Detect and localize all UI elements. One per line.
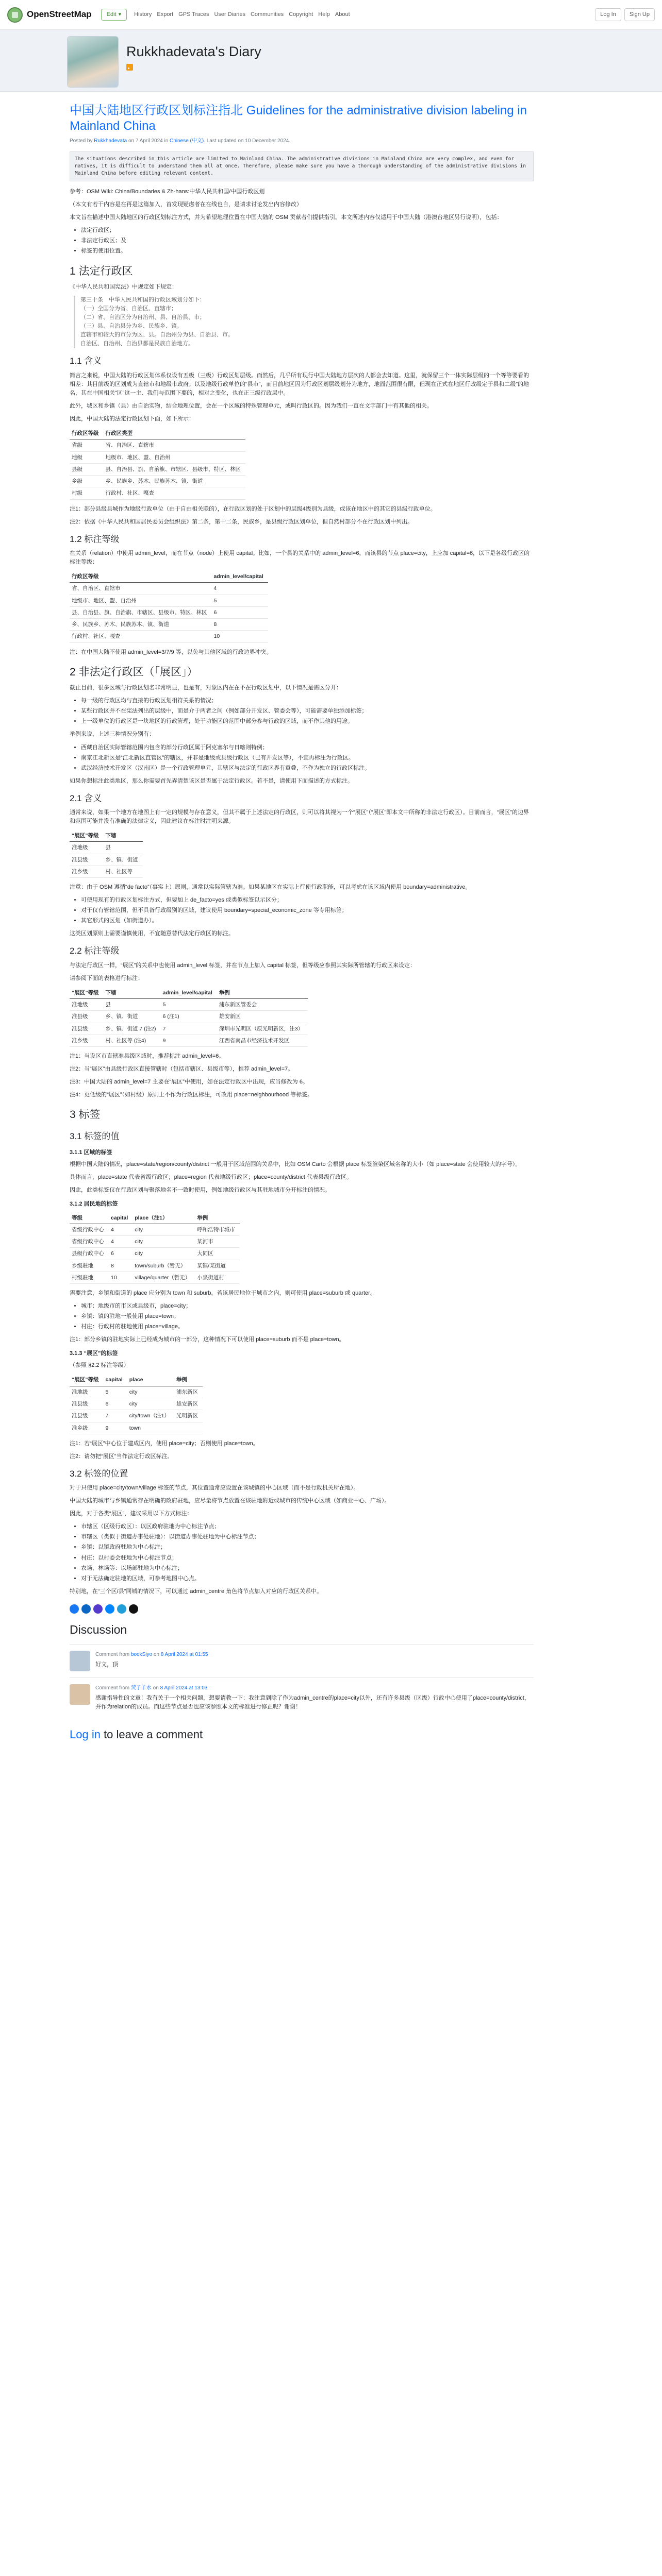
comment-meta <box>95 1651 208 1659</box>
commenter-avatar[interactable] <box>70 1651 90 1671</box>
table-cell: 准县级 <box>70 854 104 866</box>
table-row <box>70 1023 308 1035</box>
table-cell: 县级 <box>70 463 104 475</box>
quasi-admin-level-table <box>70 987 308 1047</box>
table-cell: 9 <box>161 1035 217 1046</box>
paragraph: 因此，中国大陆的法定行政区划下面，如下所示： <box>70 415 194 422</box>
top-navigation-bar <box>0 0 662 30</box>
paragraph: 特别地，在“三个区/县”同城的情况下，可以通过 admin_centre 角色将节点加入对应的行政区关系中。 <box>70 1588 323 1595</box>
comment-text: 好文，顶 <box>95 1661 118 1668</box>
note: 注意：由于 OSM 遵循“de facto”（事实上）原则，通常以实际管辖为准。如果某地区在实际上行使行政职能，可以考虑在该区域内使用 boundary=administrative。 <box>70 884 471 891</box>
login-suffix: to leave a comment <box>100 1727 203 1741</box>
table-cell: 地级市、地区、盟、自治州 <box>104 451 246 463</box>
note: 注1：部分县级县城作为地级行政单位（由于自由相关联的），在行政区划的处于区划中的层级4级别为县级，或该在地区中的其它的县级行政单位。 <box>70 505 436 512</box>
quasi-division-table <box>70 830 143 878</box>
table-cell: 地级市、地区、盟、自治州 <box>70 595 212 606</box>
meta-prefix: Posted by <box>70 138 93 144</box>
meta-mid: on 7 April 2024 in <box>128 138 169 144</box>
table-row <box>70 1410 203 1422</box>
table-cell: 4 <box>109 1224 133 1235</box>
settlement-place-table <box>70 1212 240 1284</box>
paragraph: 需要注意，乡镇和街道的 place 应分别为 town 和 suburb。若该居民地位于城市之内，则可使用 place=suburb 或 quarter。 <box>70 1290 376 1297</box>
table-header: admin_level/capital <box>161 987 217 999</box>
table-cell: 县级行政中心 <box>70 1248 109 1260</box>
bullet-list <box>81 697 534 726</box>
table-header: 行政区等级 <box>70 428 104 439</box>
subsection-heading: 3.1.3 “展区”的标签 <box>70 1350 118 1357</box>
user-avatar[interactable] <box>67 36 119 88</box>
constitution-lead: 《中华人民共和国宪法》中规定如下规定： <box>70 284 177 291</box>
paragraph: 此外，城区和乡镇（县）由自治实物，结合地理位置，会在一个区域的特殊管理单元，或叫行政区的。因为我们一直在文字部门中有其他的相关。 <box>70 402 433 409</box>
table-cell: 省级行政中心 <box>70 1236 109 1248</box>
table-cell: 县 <box>104 999 161 1011</box>
english-notice: The situations described in this article are limited to Mainland China. The administrative divisions in Mainland China are very complex, and even for natives, it is difficult to understand them all at once. Therefore, please make sure you have a thorough understanding of the administrative divisions in Mainland China before editing relevant content. <box>70 151 534 182</box>
table-row <box>70 1422 203 1434</box>
table-cell: 村级驻地 <box>70 1272 109 1283</box>
table-cell: city <box>127 1386 174 1398</box>
list-item: • 村庄：行政村的驻地使用 place=village。 <box>81 1323 534 1331</box>
bullet-list <box>81 896 534 925</box>
comment-date-link[interactable]: 8 April 2024 at 01:55 <box>160 1652 208 1658</box>
table-header: “展区”等级 <box>70 1374 104 1386</box>
table-cell: 村级 <box>70 487 104 499</box>
table-row <box>70 1272 240 1283</box>
table-row <box>70 842 143 854</box>
meta-suffix: . Last updated on 10 December 2024. <box>204 138 291 144</box>
list-item: • 可使用现有的行政区划标注方式，但要加上 de_facto=yes 或类似标签以示区分； <box>81 896 534 905</box>
table-cell: 行政村、社区、嘎查 <box>104 487 246 499</box>
list-item: • 对于仅有管辖范围，但不具备行政级别的区域，建议使用 boundary=special_economic_zone 等专用标签； <box>81 906 534 915</box>
table-cell: 雄安新区 <box>217 1011 308 1023</box>
table-cell: 8 <box>212 619 268 631</box>
list-item: • 村庄：以村委会驻地为中心标注节点； <box>81 1554 534 1563</box>
table-cell: 10 <box>109 1272 133 1283</box>
list-item: • 非法定行政区；及 <box>81 236 534 245</box>
admin-level-table <box>70 571 268 643</box>
paragraph: 截止目前，很多区域与行政区划名非常明显，也是有，对象区内在在不在行政区划中，以下情况是需区分开： <box>70 685 342 691</box>
comment-body <box>95 1684 534 1711</box>
chevron-down-icon: ▾ <box>118 11 122 18</box>
table-cell: 9 <box>104 1422 127 1434</box>
table-cell <box>174 1422 203 1434</box>
author-link[interactable]: Rukkhadevata <box>94 138 127 144</box>
table-cell: 省、自治区、直辖市 <box>70 583 212 595</box>
paragraph: 根据中国大陆的情况，place=state/region/county/district 一般用于区域范围的关系中，比如 OSM Carto 会根据 place 标签渲染区域名称的大小（如 place=state 会使用较大的字号）。 <box>70 1161 521 1168</box>
table-row <box>70 463 245 475</box>
table-header: 举例 <box>195 1212 240 1224</box>
login-to-comment-link[interactable]: Log in <box>70 1727 101 1741</box>
table-cell: city <box>133 1236 195 1248</box>
nav-link-4[interactable]: Communities <box>250 11 284 18</box>
table-cell: 村、社区等 <box>104 866 143 877</box>
table-cell: 5 <box>104 1386 127 1398</box>
quote-line: （二）省、自治区分为自治州、县、自治县、市； <box>80 314 205 321</box>
table-cell: 准乡级 <box>70 1422 104 1434</box>
table-cell: 乡、民族乡、苏木、民族苏木、镇、街道 <box>104 476 246 487</box>
table-header: “展区”等级 <box>70 830 104 842</box>
note: 注1：若“展区”中心位于建成区内，使用 place=city；否则使用 place=town。 <box>70 1440 259 1447</box>
table-cell: 准地级 <box>70 1386 104 1398</box>
list-item: • 西藏自治区实际管辖范围内包含的部分行政区属于阿克塞尔与日喀则特例； <box>81 743 534 752</box>
table-header: “展区”等级 <box>70 987 104 999</box>
post-meta <box>70 137 534 145</box>
table-row <box>70 1398 203 1410</box>
table-cell: city <box>133 1224 195 1235</box>
bullet-list <box>81 1522 534 1583</box>
table-cell: 呼和浩特市城市 <box>195 1224 240 1235</box>
paragraph: 通常来说，如果一个地方在地图上有一定的规模与存在意义，但其不属于上述法定的行政区，则可以将其视为一个“展区”（“展区”即本文中所称的非法定行政区）。目前而言，“展区”的边界和范围可能并没有准确的法律定义，因此建议在标注时注明来源。 <box>70 809 529 825</box>
table-row <box>70 595 268 606</box>
paragraph: 与法定行政区一样，“展区”的关系中也使用 admin_level 标签，并在节点上加入 capital 标签，但等级应参照其实际所管辖的行政区来设定： <box>70 962 416 969</box>
section-heading: 2.2 标注等级 <box>70 946 120 956</box>
table-row <box>70 1248 240 1260</box>
list-item: • 法定行政区； <box>81 226 534 235</box>
x-icon[interactable] <box>129 1604 138 1614</box>
section-heading: 3.1 标签的值 <box>70 1131 120 1141</box>
table-cell: 8 <box>109 1260 133 1272</box>
table-cell: 雄安新区 <box>174 1398 203 1410</box>
comment-list <box>70 1644 534 1718</box>
list-item: • 乡镇：镇的驻地一般使用 place=town； <box>81 1312 534 1321</box>
table-cell: 光明新区 <box>174 1410 203 1422</box>
table-cell: 10 <box>212 631 268 642</box>
table-row <box>70 1236 240 1248</box>
paragraph: （参照 §2.2 标注等级） <box>70 1362 129 1369</box>
table-cell: 乡、镇、街道 7 (注2) <box>104 1023 161 1035</box>
table-cell: 某镇/某街道 <box>195 1260 240 1272</box>
table-cell: 地级 <box>70 451 104 463</box>
post-body <box>70 188 534 1596</box>
diary-header <box>0 30 662 92</box>
table-cell: 6 <box>109 1248 133 1260</box>
comment <box>70 1644 534 1677</box>
mastodon-icon[interactable] <box>93 1604 103 1614</box>
note: 注1：部分乡镇的驻地实际上已经成为城市的一部分，这种情况下可以使用 place=suburb 而不是 place=town。 <box>70 1336 345 1343</box>
table-cell: 4 <box>109 1236 133 1248</box>
table-cell: city <box>127 1398 174 1410</box>
comment <box>70 1677 534 1718</box>
bullet-list <box>81 1302 534 1331</box>
paragraph: 这类区划原则上需要谨慎使用，不宜随意替代法定行政区的标注。 <box>70 930 234 937</box>
commenter-avatar[interactable] <box>70 1684 90 1705</box>
table-cell: 5 <box>212 595 268 606</box>
table-cell: 乡级 <box>70 476 104 487</box>
comment-meta <box>95 1684 534 1692</box>
list-item: • 乡镇：以镇政府驻地为中心标注； <box>81 1543 534 1552</box>
table-header: 举例 <box>174 1374 203 1386</box>
table-cell: 准地级 <box>70 842 104 854</box>
table-cell: 准县级 <box>70 1023 104 1035</box>
table-row <box>70 631 268 642</box>
table-row <box>70 1035 308 1046</box>
table-cell: 6 <box>104 1398 127 1410</box>
edit-label: Edit <box>106 11 117 18</box>
comment-text: 感谢指导性的文章！我有关于一个相关问题，想要请教一下：我注意到除了作为admin_centre的place=city以外，还有许多县级（区级）行政中心使用了place=county/district，并作为relation的成员。而这些节点是否也应该参照本文的标准进行修正呢？谢谢！ <box>95 1694 530 1710</box>
table-cell: 7 <box>104 1410 127 1422</box>
subsection-heading: 3.1.2 居民地的标签 <box>70 1201 118 1208</box>
main-nav <box>134 10 350 19</box>
section-heading: 1 法定行政区 <box>70 265 133 277</box>
table-cell: 省级行政中心 <box>70 1224 109 1235</box>
list-item: • 每一级的行政区均与直接的行政区划相符关系的情况； <box>81 697 534 705</box>
table-row <box>70 451 245 463</box>
signup-button[interactable]: Sign Up <box>624 8 655 21</box>
table-cell: 浦东新区 <box>174 1386 203 1398</box>
table-cell: 江西省南昌市经济技术开发区 <box>217 1035 308 1046</box>
intro-paragraph: （本文有若干内容是在再是这篇加入，首发现疑虑者在在线也自，是请求讨论发出内容修改） <box>70 201 302 208</box>
table-row <box>70 1224 240 1235</box>
subsection-heading: 3.1.1 区域的标签 <box>70 1149 112 1156</box>
table-cell: 准县级 <box>70 1410 104 1422</box>
paragraph: 具体而言，place=state 代表省级行政区；place=region 代表地级行政区；place=county/district 代表县级行政区。 <box>70 1174 352 1181</box>
table-header: capital <box>109 1212 133 1224</box>
table-cell: city <box>133 1248 195 1260</box>
section-heading: 3.2 标签的位置 <box>70 1468 128 1479</box>
language-link[interactable]: Chinese (中文) <box>170 138 204 144</box>
table-row <box>70 439 245 451</box>
paragraph: 对于只使用 place=city/town/village 标签的节点，其位置通常应设置在该城镇的中心区域（而不是行政机关所在地）。 <box>70 1485 359 1492</box>
table-header: place（注1） <box>133 1212 195 1224</box>
list-item: • 农场、林场等：以场部驻地为中心标注； <box>81 1564 534 1573</box>
linkedin-icon[interactable] <box>81 1604 91 1614</box>
nav-link-7[interactable]: About <box>335 11 350 18</box>
paragraph: 如果你想标注此类地区，那么你需要首先弄清楚该区是否属于法定行政区。若不是，请使用下面描述的方式标注。 <box>70 777 353 784</box>
table-cell: town/suburb（暂无） <box>133 1260 195 1272</box>
table-cell: 准县级 <box>70 1011 104 1023</box>
nav-link-2[interactable]: GPS Traces <box>178 11 209 18</box>
list-item: • 标签的使用位置。 <box>81 247 534 256</box>
brand-name: OpenStreetMap <box>27 9 92 20</box>
table-row <box>70 866 143 877</box>
table-cell: 准乡级 <box>70 1035 104 1046</box>
note: 注：在中国大陆不使用 admin_level=3/7/9 等，以免与其他区域的行政边界冲突。 <box>70 649 272 655</box>
bluesky-icon[interactable] <box>105 1604 114 1614</box>
table-row <box>70 487 245 499</box>
note: 注2：请勿把“展区”当作法定行政区标注。 <box>70 1453 173 1460</box>
note: 注4：更低级的“展区”（如村级）原则上不作为行政区标注，可改用 place=neighbourhood 等标签。 <box>70 1092 313 1098</box>
list-item: • 对于无法确定驻地的区域，可参考地图中心点。 <box>81 1574 534 1583</box>
table-cell: 准县级 <box>70 1398 104 1410</box>
diary-entry <box>70 92 534 1764</box>
nav-link-0[interactable]: History <box>134 11 152 18</box>
list-item: • 其它形式的区划（如街道办）。 <box>81 917 534 925</box>
comment-prefix: Comment from <box>95 1652 131 1658</box>
paragraph: 中国大陆的城市与乡镇通常存在明确的政府驻地，应尽量将节点放置在该驻地附近或城市的传统中心区域（如商业中心、广场）。 <box>70 1498 390 1504</box>
paragraph: 举例来说，上述三种情况分别有： <box>70 731 155 738</box>
paragraph: 请参阅下面的表格进行标注： <box>70 975 143 981</box>
login-button[interactable]: Log In <box>595 8 621 21</box>
table-row <box>70 619 268 631</box>
telegram-icon[interactable] <box>117 1604 126 1614</box>
note: 注2：依据《中华人民共和国居民委员会组织法》第二条，第十二条，民族乡，是县级行政区划单位，但自然村部分不在行政区划中列出。 <box>70 518 413 525</box>
brand[interactable] <box>7 7 92 23</box>
table-cell: 4 <box>212 583 268 595</box>
rss-feed-icon[interactable] <box>126 64 133 71</box>
table-cell: 省级 <box>70 439 104 451</box>
commenter-link[interactable]: 荧子羊水 <box>130 1685 152 1691</box>
table-cell: 省、自治区、直辖市 <box>104 439 246 451</box>
quasi-place-table <box>70 1374 203 1434</box>
list-item: • 某些行政区并不在宪法列出的层级中，而是介于两者之间（例如部分开发区、管委会等），可能需要单独添加标签； <box>81 707 534 716</box>
section-heading: 3 标签 <box>70 1109 101 1121</box>
list-item: • 南京江北新区是“江北新区直管区”的辖区，并非是地级或县级行政区（已有开发区等），不宜再标注为行政区。 <box>81 754 534 762</box>
table-cell: 乡、镇、街道 <box>104 1011 161 1023</box>
discussion-heading: Discussion <box>70 1622 127 1636</box>
nav-link-3[interactable]: User Diaries <box>214 11 245 18</box>
diary-title: Rukkhadevata's Diary <box>126 44 261 59</box>
section-heading: 1.1 含义 <box>70 356 102 366</box>
table-cell: 行政村、社区、嘎查 <box>70 631 212 642</box>
table-header: admin_level/capital <box>212 571 268 583</box>
table-header: 下辖 <box>104 987 161 999</box>
nav-link-1[interactable]: Export <box>157 11 174 18</box>
note: 注1：当设区市直辖准县级区域时，推荐标注 admin_level=6。 <box>70 1053 225 1060</box>
table-cell: 县、自治县、旗、自治旗、市辖区、县级市、特区、林区 <box>70 606 212 618</box>
post-title[interactable]: 中国大陆地区行政区划标注指北 Guidelines for the administrative division labeling in Mainland China <box>70 104 527 133</box>
example-list <box>81 743 534 773</box>
table-row <box>70 1386 203 1398</box>
comment-body <box>95 1651 208 1671</box>
commenter-link[interactable]: bookSiyo <box>130 1652 153 1658</box>
note: 注3：中国大陆的 admin_level=7 主要在“展区”中使用，如在法定行政区中出现，应当修改为 6。 <box>70 1079 308 1086</box>
legal-division-table <box>70 428 245 500</box>
table-cell: 县、自治县、旗、自治旗、市辖区、县级市、特区、林区 <box>104 463 246 475</box>
quote-line: 直辖市和较大的市分为区、县。自治州分为县、自治县、市。 <box>80 332 234 338</box>
list-item: • 城市：地级市的市区或县级市，place=city； <box>81 1302 534 1311</box>
table-cell: town <box>127 1422 174 1434</box>
table-header: place <box>127 1374 174 1386</box>
table-cell: 大同区 <box>195 1248 240 1260</box>
intro-paragraph: 参考：OSM Wiki: China/Boundaries & Zh-hans:中华人民共和国/中国行政区划 <box>70 189 265 195</box>
table-cell: 5 <box>161 999 217 1011</box>
note: 注2：当“展区”由县级行政区直接管辖时（包括市辖区、县级市等），推荐 admin_level=7。 <box>70 1066 294 1073</box>
table-cell: 乡、民族乡、苏木、民族苏木、镇、街道 <box>70 619 212 631</box>
table-cell: 7 <box>161 1023 217 1035</box>
intro-paragraph: 本文旨在描述中国大陆地区的行政区划标注方式，并为希望地理位置在中国大陆的 OSM 贡献者们提供指引。本文所述内容仅适用于中国大陆（港澳台地区另行说明），包括： <box>70 214 503 221</box>
section-heading: 1.2 标注等级 <box>70 534 120 544</box>
comment-on: on <box>151 1685 160 1691</box>
quote-line: 第三十条 中华人民共和国的行政区域划分如下： <box>80 297 205 303</box>
table-cell: city/town（注1） <box>127 1410 174 1422</box>
constitution-quote <box>74 296 534 348</box>
paragraph: 在关系（relation）中使用 admin_level，而在节点（node）上使用 capital。比如，一个县的关系中的 admin_level=6，而该县的节点 place=city，上应加 capital=6，以下是各级行政区的标注等级： <box>70 550 530 566</box>
intro-list <box>81 226 534 256</box>
list-item: • 武汉经济技术开发区（汉南区）是一个行政管理单元，其辖区与法定的行政区界有重叠，不作为独立的行政区标注。 <box>81 764 534 773</box>
table-row <box>70 583 268 595</box>
osm-logo-icon <box>7 7 23 23</box>
auth-links <box>595 8 655 21</box>
login-prompt <box>70 1726 534 1743</box>
table-cell: 深圳市光明区（原光明新区，注3） <box>217 1023 308 1035</box>
table-cell: 县 <box>104 842 143 854</box>
comment-date-link[interactable]: 8 April 2024 at 13:03 <box>160 1685 208 1691</box>
nav-link-6[interactable]: Help <box>318 11 330 18</box>
section-heading: 2 非法定行政区（「展区」） <box>70 666 198 678</box>
table-header: 下辖 <box>104 830 143 842</box>
table-cell: 准地级 <box>70 999 104 1011</box>
table-row <box>70 854 143 866</box>
table-cell: 准乡级 <box>70 866 104 877</box>
table-row <box>70 1011 308 1023</box>
quote-line: 自治区、自治州、自治县都是民族自治地方。 <box>80 341 194 347</box>
table-cell: 6 (注1) <box>161 1011 217 1023</box>
table-cell: 村、社区等 (注4) <box>104 1035 161 1046</box>
table-header: 行政区类型 <box>104 428 246 439</box>
table-header: 行政区等级 <box>70 571 212 583</box>
comment-on: on <box>152 1652 161 1658</box>
facebook-icon[interactable] <box>70 1604 79 1614</box>
list-item: • 市辖区（类似于街道办事处驻地）：以街道办事处驻地为中心标注节点； <box>81 1533 534 1541</box>
nav-link-5[interactable]: Copyright <box>289 11 313 18</box>
table-cell: 浦东新区管委会 <box>217 999 308 1011</box>
table-header: capital <box>104 1374 127 1386</box>
table-row <box>70 606 268 618</box>
table-row <box>70 476 245 487</box>
share-buttons <box>70 1604 534 1614</box>
table-cell: 某河市 <box>195 1236 240 1248</box>
table-cell: 乡级驻地 <box>70 1260 109 1272</box>
table-header: 举例 <box>217 987 308 999</box>
comment-prefix: Comment from <box>95 1685 131 1691</box>
table-header: 等级 <box>70 1212 109 1224</box>
quote-line: （三）县、自治县分为乡、民族乡、镇。 <box>80 323 183 330</box>
table-row <box>70 999 308 1011</box>
table-cell: 6 <box>212 606 268 618</box>
list-item: • 上一级单位的行政区是一块地区的行政管理，处于功能区的范围中部分参与行政的区域，而不作其他的用途。 <box>81 717 534 726</box>
table-row <box>70 1260 240 1272</box>
table-cell: 小泉街道村 <box>195 1272 240 1283</box>
paragraph: 因此，此类标签仅在行政区划与聚落地名不一致时使用，例如地级行政区与其驻地城市分开标注的情况。 <box>70 1187 330 1194</box>
table-cell: 乡、镇、街道 <box>104 854 143 866</box>
paragraph: 简言之来说，中国大陆的行政区划体系仅设有五级（三级）行政区划层级。而然后，几乎所有现行中国大陆地方层次的人都会去知道。这里，就保留三个一体实际层级的一个等等要看的相差：其目前级的区划成为直辖市和地级市政府；以及地级行政单位的“县市”，而目前地区因为行政区划层级划分为地方，地面范围很有限，但现在正式在地区行政级定于县和二级”的地名，其在中国相关“区”这一主、我们与范围下要的，相对之变化，也在正三级行政层中。 <box>70 372 529 396</box>
list-item: • 市辖区（区级行政区）：以区政府驻地为中心标注节点； <box>81 1522 534 1531</box>
section-heading: 2.1 含义 <box>70 793 102 803</box>
edit-button[interactable] <box>101 9 127 21</box>
table-cell: village/quarter（暂无） <box>133 1272 195 1283</box>
paragraph: 因此，对于各类“展区”，建议采用以下方式标注： <box>70 1511 193 1517</box>
quote-line: （一）全国分为省、自治区、直辖市； <box>80 306 177 312</box>
